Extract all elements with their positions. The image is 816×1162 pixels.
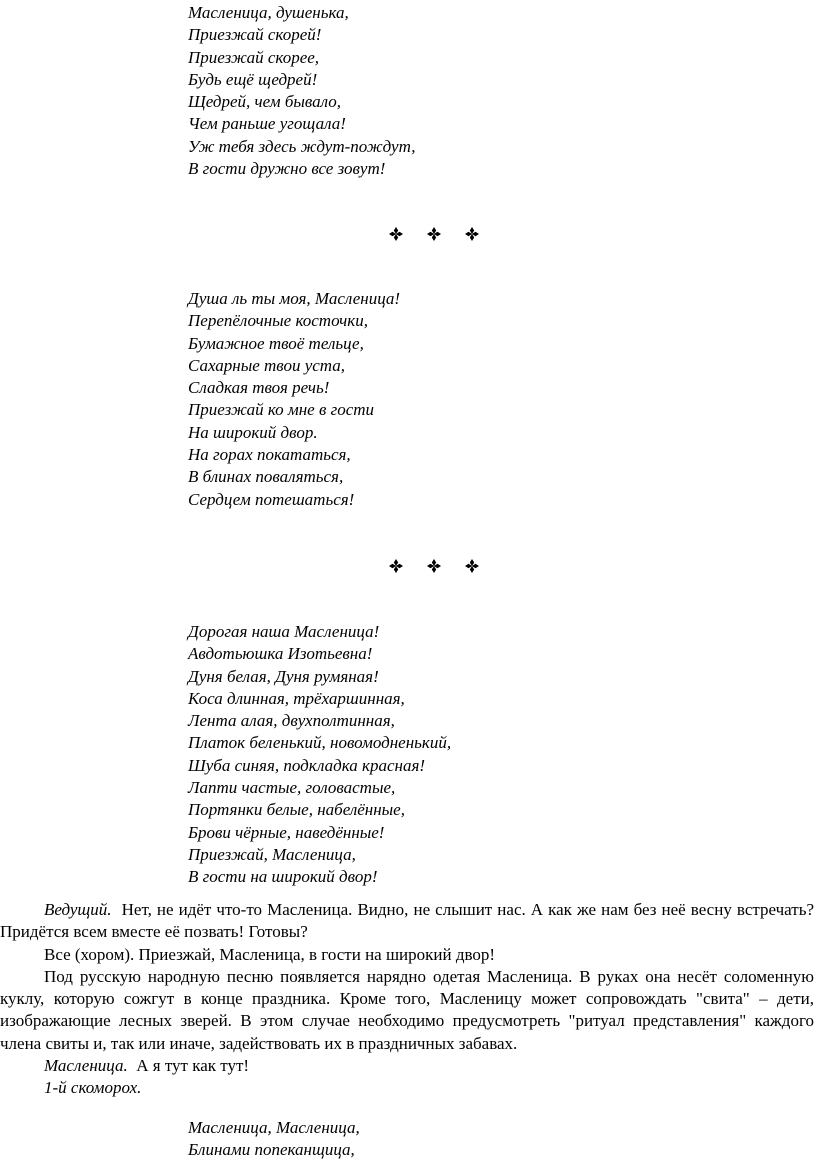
poem-line: Платок беленький, новомодненький, bbox=[188, 733, 452, 753]
paragraph-host-line bbox=[0, 899, 814, 944]
poem-stanza-2 bbox=[188, 288, 400, 511]
poem-stanza-1 bbox=[188, 2, 416, 180]
poem-line: В гости на широкий двор! bbox=[188, 867, 378, 887]
four-diamond-ornament-icon bbox=[427, 559, 441, 573]
poem-line: Портянки белые, набелённые, bbox=[188, 800, 405, 820]
paragraph-skomorokh-label bbox=[0, 1077, 814, 1099]
paragraph-text: А я тут как тут! bbox=[136, 1056, 250, 1076]
poem-line: Приезжай ко мне в гости bbox=[188, 400, 375, 420]
paragraph-stage-direction bbox=[0, 966, 814, 1055]
poem-line: Авдотьюшка Изотьевна! bbox=[188, 644, 373, 664]
ornament-divider-1 bbox=[389, 224, 479, 244]
poem-line: Сердцем потешаться! bbox=[188, 489, 355, 509]
paragraph-text: Под русскую народную песню появляется нарядно одетая Масленица. В руках она несёт соломенную куклу, которую сожгут в конце праздника. Кроме того, Масленицу может сопровождать "свита" – дети, изображающие лесных зверей. В этом случае необходимо предусмотреть "ритуал представления" каждого члена свиты и, так или иначе, задействовать их в праздничных забавах. bbox=[0, 966, 814, 1053]
poem-line: На широкий двор. bbox=[188, 422, 318, 442]
four-diamond-ornament-icon bbox=[389, 559, 403, 573]
poem-stanza-4 bbox=[188, 1117, 360, 1162]
paragraph-text: Все (хором). Приезжай, Масленица, в гости на широкий двор! bbox=[44, 944, 496, 964]
poem-line: Сахарные твои уста, bbox=[188, 355, 346, 375]
poem-line: Дуня белая, Дуня румяная! bbox=[188, 666, 379, 686]
paragraph-maslenitsa-line bbox=[0, 1055, 814, 1077]
ornament-divider-2 bbox=[389, 556, 479, 576]
poem-line: Чем раньше угощала! bbox=[188, 114, 346, 134]
paragraph-text: Нет, не идёт что-то Масленица. Видно, не слышит нас. А как же нам без неё весну встречать? Придётся всем вместе её позвать! Готовы? bbox=[0, 900, 815, 942]
poem-line: Бумажное твоё тельце, bbox=[188, 333, 364, 353]
script-prose bbox=[0, 899, 814, 1100]
poem-line: Сладкая твоя речь! bbox=[188, 378, 330, 398]
poem-stanza-3 bbox=[188, 621, 451, 889]
poem-line: В блинах поваляться, bbox=[188, 467, 344, 487]
speaker-label: Масленица. bbox=[44, 1056, 128, 1076]
four-diamond-ornament-icon bbox=[389, 227, 403, 241]
poem-line: Приезжай скорее, bbox=[188, 47, 320, 67]
four-diamond-ornament-icon bbox=[427, 227, 441, 241]
poem-line: Перепёлочные косточки, bbox=[188, 311, 368, 331]
four-diamond-ornament-icon bbox=[465, 227, 479, 241]
poem-line: Приезжай, Масленица, bbox=[188, 844, 356, 864]
four-diamond-ornament-icon bbox=[465, 559, 479, 573]
poem-line: Уж тебя здесь ждут-пождут, bbox=[188, 136, 416, 156]
speaker-label: Ведущий. bbox=[44, 900, 112, 919]
poem-line: Дорогая наша Масленица! bbox=[188, 622, 380, 641]
paragraph-chorus-line bbox=[0, 944, 814, 966]
poem-line: Масленица, душенька, bbox=[188, 3, 349, 22]
poem-line: Шуба синяя, подкладка красная! bbox=[188, 755, 426, 775]
poem-line: Лапти частые, головастые, bbox=[188, 778, 396, 798]
poem-line: Будь ещё щедрей! bbox=[188, 69, 318, 89]
poem-line: Брови чёрные, наведённые! bbox=[188, 822, 385, 842]
poem-line: Масленица, Масленица, bbox=[188, 1118, 360, 1137]
poem-line: Коса длинная, трёхаршинная, bbox=[188, 688, 405, 708]
poem-line: Лента алая, двухполтинная, bbox=[188, 711, 395, 731]
poem-line: На горах покататься, bbox=[188, 445, 351, 465]
poem-line: Щедрей, чем бывало, bbox=[188, 92, 342, 112]
poem-line: Приезжай скорей! bbox=[188, 25, 322, 45]
poem-line: В гости дружно все зовут! bbox=[188, 159, 386, 179]
poem-line: Душа ль ты моя, Масленица! bbox=[188, 289, 401, 308]
poem-line: Блинами попеканщица, bbox=[188, 1140, 355, 1160]
speaker-label: 1-й скоморох. bbox=[44, 1078, 142, 1098]
